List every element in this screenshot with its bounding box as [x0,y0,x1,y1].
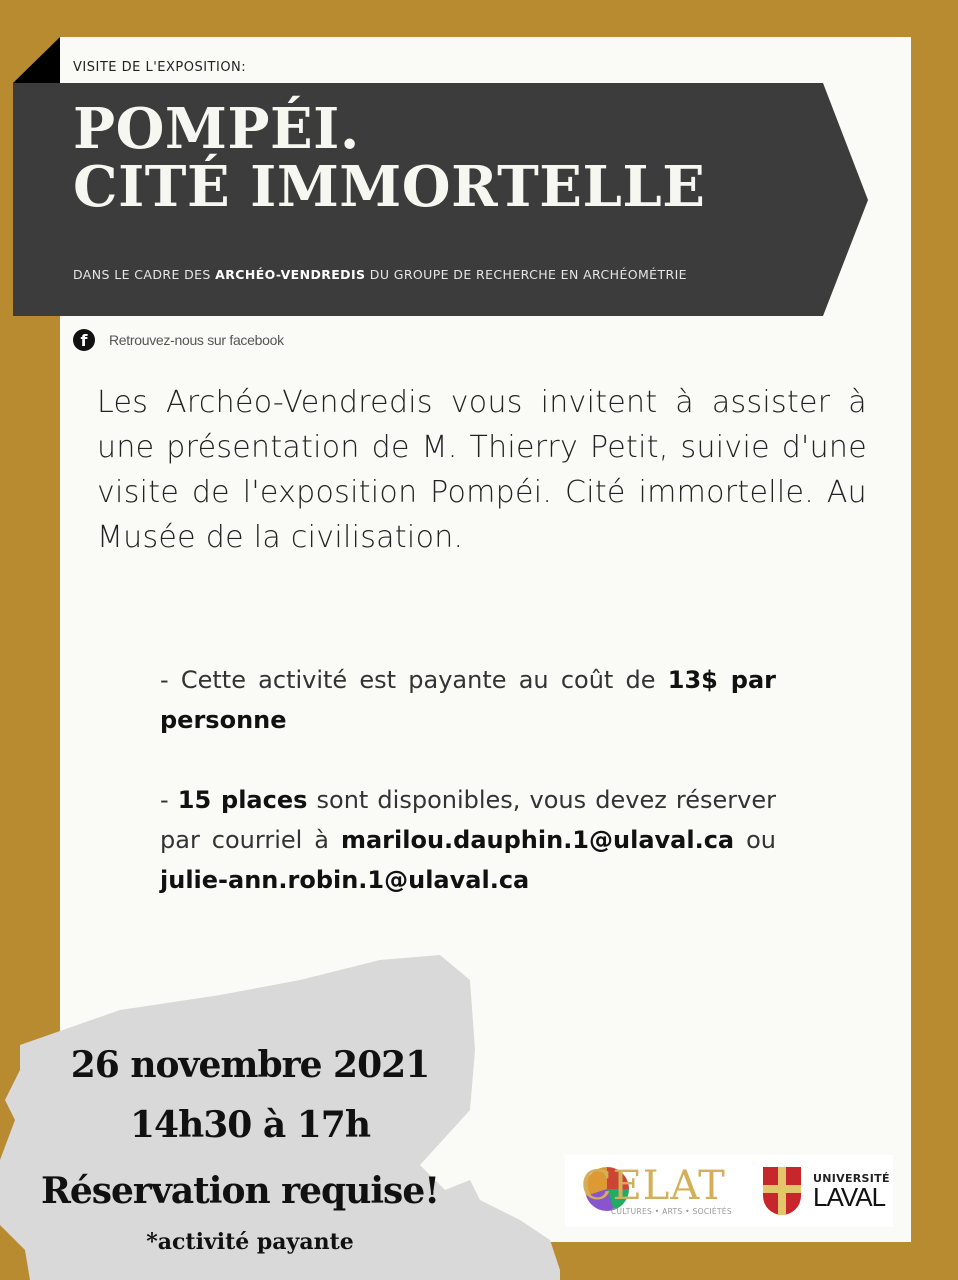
celat-logo [571,1161,751,1221]
paid-activity-note: *activité payante [146,1229,354,1255]
page-title [73,96,706,220]
cost-item [160,660,776,740]
facebook-icon: f [73,329,95,351]
partner-logos [565,1155,893,1227]
places-item [160,780,776,900]
details-section [160,660,776,940]
laval-line-1: UNIVERSITÉ [813,1171,890,1185]
subtitle-emphasis: ARCHÉO-VENDREDIS [215,267,366,282]
title-line-1: POMPÉI. [73,96,360,162]
facebook-link[interactable] [73,329,284,351]
or-text: ou [734,826,776,854]
banner-subtitle [73,267,687,282]
places-text: sont disponibles, vous devez réserver par courriel à [160,786,776,854]
email-link-2[interactable]: julie-ann.robin.1@ulaval.ca [160,866,530,894]
intro-paragraph: Les Archéo-Vendredis vous invitent à assister à une présentation de M. Thierry Petit, suivie d'une visite de l'exposition Pompéi. Cité immortelle. Au Musée de la civilisation. [97,385,867,555]
celat-wordmark: CELAT [581,1163,726,1209]
event-time: 14h30 à 17h [129,1104,371,1146]
laval-line-2: LAVAL [813,1181,886,1212]
places-count: 15 places [177,786,308,814]
facebook-label[interactable]: Retrouvez-nous sur facebook [109,332,284,348]
celat-tagline: CULTURES • ARTS • SOCIÉTÉS [611,1207,732,1216]
title-line-2: CITÉ IMMORTELLE [73,154,706,220]
email-link-1[interactable]: marilou.dauphin.1@ulaval.ca [340,826,735,854]
event-date: 26 novembre 2021 [70,1044,430,1086]
cost-text: - Cette activité est payante au coût de [160,666,668,694]
reservation-required: Réservation requise! [40,1170,440,1212]
event-details [0,1035,500,1257]
cost-amount: 13$ par personne [160,666,776,734]
laval-shield-icon [763,1167,801,1215]
eyebrow-label: VISITE DE L'EXPOSITION: [73,60,247,75]
laval-logo [813,1173,890,1210]
places-dash: - [160,786,178,814]
subtitle-text-end: DU GROUPE DE RECHERCHE EN ARCHÉOMÉTRIE [365,267,687,282]
banner-fold [13,37,60,83]
subtitle-text: DANS LE CADRE DES [73,267,216,282]
